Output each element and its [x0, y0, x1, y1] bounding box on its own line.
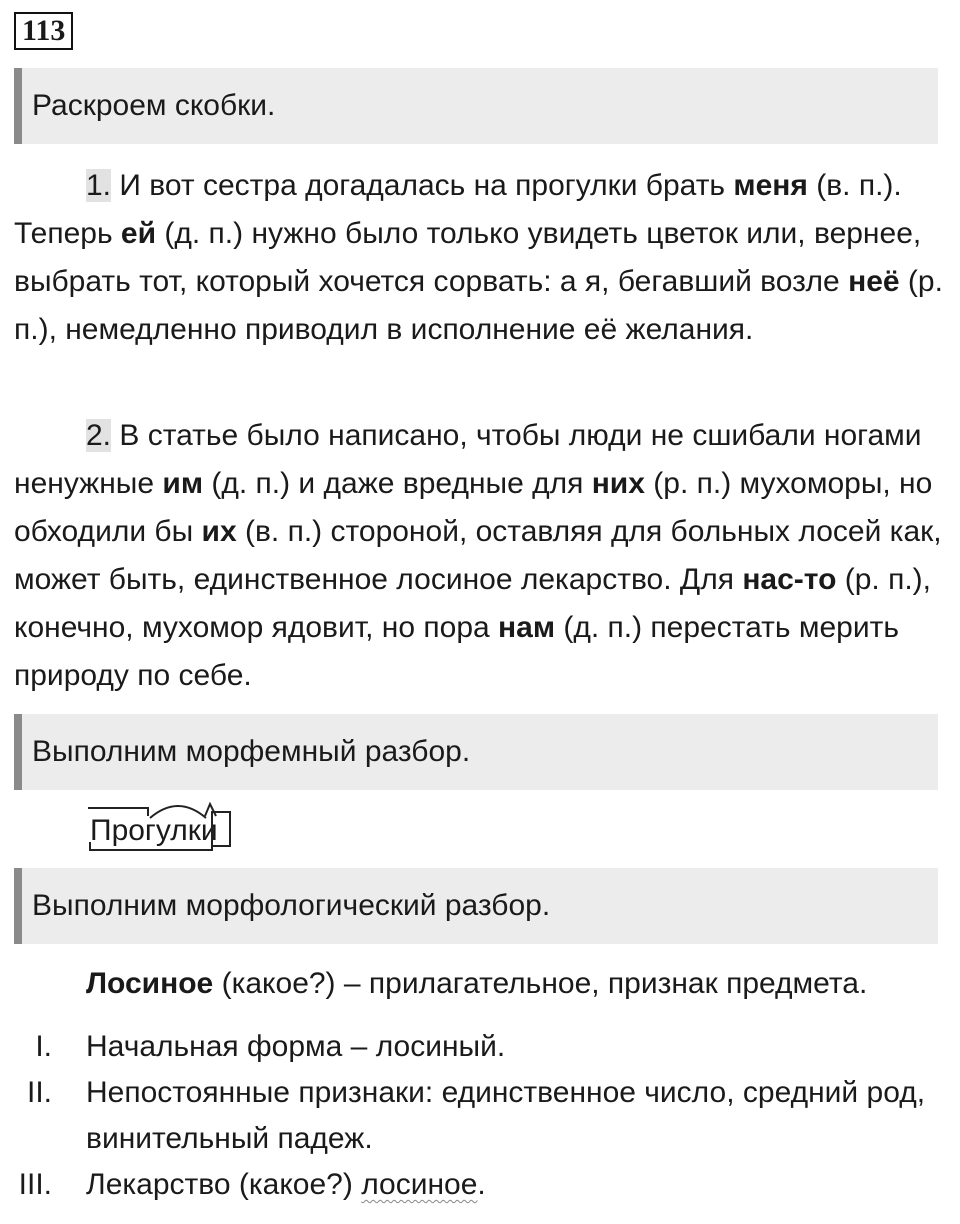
- task-number: 113: [14, 12, 73, 50]
- sentence-1-paragraph: [14, 162, 950, 354]
- text-fragment: .: [477, 1168, 486, 1201]
- text-fragment: (д. п.) и даже вредные для: [203, 467, 592, 500]
- morphology-list: [0, 1024, 960, 1208]
- list-item: [0, 1024, 960, 1070]
- list-marker: I.: [35, 1030, 52, 1063]
- list-item-text: Начальная форма – лосиный.: [86, 1030, 506, 1063]
- list-marker: III.: [18, 1168, 52, 1201]
- list-item: [0, 1162, 960, 1208]
- morpheme-marks: [88, 800, 268, 856]
- list-item-text: [86, 1162, 946, 1208]
- pronoun-bold: них: [591, 467, 645, 500]
- pronoun-bold: нам: [498, 611, 556, 644]
- text-fragment: В статье было написано, чтобы люди не сшибали ногами ненужные: [14, 419, 922, 500]
- pronoun-bold: неё: [848, 265, 900, 298]
- list-item: [0, 1070, 960, 1162]
- section-heading-open-brackets: Раскроем скобки.: [14, 68, 938, 144]
- pronoun-bold: меня: [733, 169, 808, 202]
- sentence-number: 1.: [86, 169, 112, 202]
- list-item-text: Непостоянные признаки: единственное число, средний род, винительный падеж.: [86, 1076, 926, 1155]
- suffix-mark: [205, 804, 216, 816]
- text-fragment: (р. п.), немедленно приводил в исполнение её желания.: [14, 265, 943, 346]
- text-fragment: (в. п.). Теперь: [14, 169, 902, 250]
- sentence-number: 2.: [86, 419, 112, 452]
- text-fragment: И вот сестра догадалась на прогулки брать: [111, 169, 734, 202]
- morphology-lead: [86, 960, 956, 1008]
- pronoun-bold: ей: [120, 217, 157, 250]
- root-arc: [150, 806, 206, 818]
- lead-text: (какое?) – прилагательное, признак предмета.: [213, 967, 868, 1000]
- text-fragment: (р. п.) мухоморы, но обходили бы: [14, 467, 933, 548]
- ending-box: [212, 812, 230, 846]
- text-fragment: (д. п.) нужно было только увидеть цветок или, вернее, выбрать тот, который хочется сорвать: а я, бегавший возле: [14, 217, 922, 298]
- morpheme-word: Прогулки: [90, 814, 218, 847]
- pronoun-bold: нас-то: [742, 563, 837, 596]
- text-fragment: (д. п.) перестать мерить природу по себе.: [14, 611, 899, 692]
- morpheme-diagram: [88, 800, 268, 856]
- text-fragment: Лекарство (какое?): [86, 1168, 362, 1201]
- sentence-2-paragraph: [14, 412, 950, 700]
- stem-bracket: [90, 842, 212, 850]
- pronoun-bold: их: [201, 515, 237, 548]
- prefix-mark: [88, 808, 148, 816]
- section-heading-morpheme: Выполним морфемный разбор.: [14, 714, 938, 790]
- text-fragment: (в. п.) стороной, оставляя для больных лосей как, может быть, единственное лосиное лекарство. Для: [14, 515, 942, 596]
- pronoun-bold: им: [162, 467, 204, 500]
- list-marker: II.: [26, 1076, 52, 1109]
- section-heading-morphology: Выполним морфологический разбор.: [14, 868, 938, 944]
- analyzed-word: Лосиное: [86, 967, 214, 1000]
- text-fragment: (р. п.), конечно, мухомор ядовит, но пора: [14, 563, 932, 644]
- wavy-underlined-word: лосиное: [361, 1168, 478, 1201]
